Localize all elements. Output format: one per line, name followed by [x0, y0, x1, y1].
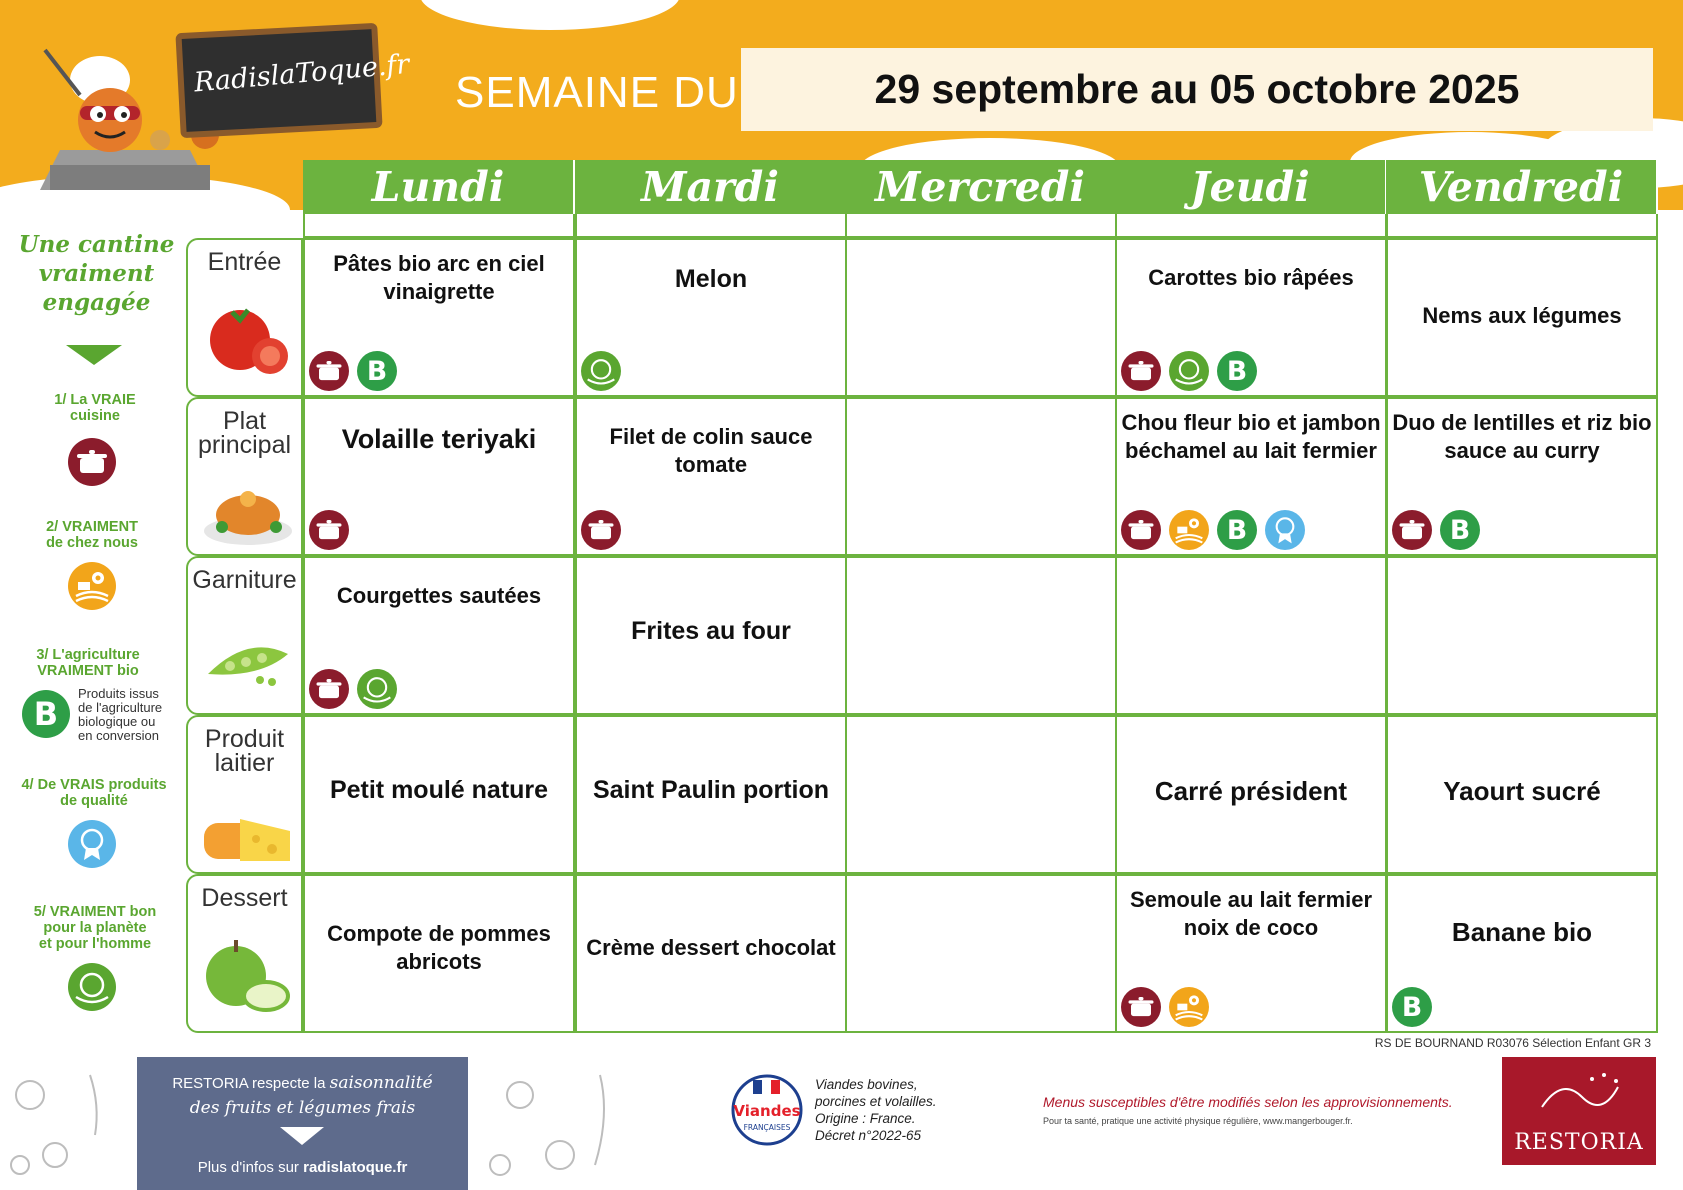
seasonality-box [137, 1057, 468, 1190]
logo-text: RadislaToque.fr [192, 48, 411, 99]
dish-name: Banane bio [1451, 917, 1593, 947]
dish-name: Courgettes sautées [336, 583, 542, 608]
label-icons [309, 510, 349, 550]
label-icons [581, 510, 621, 550]
organic-b-icon [1440, 510, 1480, 550]
organic-b-icon [1217, 351, 1257, 391]
dish-name: Semoule au lait fermier noix de coco [1129, 887, 1373, 940]
category-cell [186, 397, 303, 556]
season-line1 [137, 1073, 468, 1093]
viandes-line: Décret n°2022-65 [815, 1128, 921, 1143]
viandes-francaises-logo [731, 1074, 803, 1146]
cooking-pot-icon [1121, 510, 1161, 550]
menu-cell [575, 874, 847, 1033]
bio-note-line: en conversion [78, 728, 159, 743]
dish-name: Frites au four [631, 617, 791, 645]
cooking-pot-icon [309, 669, 349, 709]
menu-cell [575, 238, 847, 397]
label-icons [1121, 510, 1305, 550]
season-text: Plus d'infos sur [197, 1159, 299, 1176]
day-subheader [575, 214, 847, 238]
cheese-icon [200, 789, 296, 874]
svg-text:B: B [1226, 515, 1248, 547]
down-arrow-icon [66, 345, 122, 365]
day-header-2: Mercredi [845, 160, 1117, 214]
menu-cell [845, 715, 1117, 874]
label-icons [1392, 510, 1480, 550]
dish-name: Chou fleur bio et jambon béchamel au lait fermier [1121, 410, 1381, 463]
dish-name: Duo de lentilles et riz bio sauce au curry [1392, 410, 1652, 463]
menu-cell [303, 874, 575, 1033]
legend-label-vraie-cuisine [30, 392, 160, 424]
menu-cell [303, 556, 575, 715]
dish-name: Yaourt sucré [1443, 776, 1601, 806]
day-header-4: Vendredi [1386, 160, 1658, 214]
date-range: 29 septembre au 05 octobre 2025 [874, 66, 1520, 112]
category-cell [186, 556, 303, 715]
label-icons [309, 669, 397, 709]
menu-cell [1115, 556, 1387, 715]
svg-text:B: B [33, 695, 59, 733]
menu-cell [845, 556, 1117, 715]
bio-note-line: Produits issus [78, 686, 159, 701]
legend-line: et pour l'homme [38, 936, 152, 952]
menu-cell [303, 715, 575, 874]
dish-name: Crème dessert chocolat [586, 935, 836, 960]
svg-text:B: B [1449, 515, 1471, 547]
day-header-1: Mardi [575, 160, 847, 214]
category-cell [186, 874, 303, 1033]
local-farm-icon [1169, 510, 1209, 550]
svg-text:B: B [1226, 356, 1248, 388]
viandes-line: porcines et volailles. [815, 1094, 937, 1109]
legend-line: pour la planète [43, 920, 147, 936]
slogan-line: Une cantine [18, 231, 175, 258]
menu-cell [1115, 238, 1387, 397]
legend-line: 5/ VRAIMENT bon [33, 904, 157, 920]
menu-cell [1386, 397, 1658, 556]
cooking-pot-icon [581, 510, 621, 550]
menu-cell [845, 397, 1117, 556]
category-cell [186, 238, 303, 397]
roast-chicken-icon [200, 471, 296, 556]
organic-b-icon [1392, 987, 1432, 1027]
slogan-line: engagée [42, 289, 151, 316]
slogan-line: vraiment [38, 260, 155, 287]
quality-label-icon [1265, 510, 1305, 550]
legend-line: de chez nous [46, 535, 138, 551]
menu-cell [303, 238, 575, 397]
season-line2: des fruits et légumes frais [189, 1098, 416, 1118]
apple-icon [200, 932, 296, 1017]
peas-icon [200, 614, 296, 699]
cooking-pot-icon [309, 510, 349, 550]
cooking-pot-icon [1392, 510, 1432, 550]
menu-cell [1115, 874, 1387, 1033]
dish-name: Pâtes bio arc en ciel vinaigrette [333, 251, 545, 304]
dish-name: Melon [674, 265, 748, 293]
dish-name: Carottes bio râpées [1148, 265, 1354, 290]
planet-icon [581, 351, 621, 391]
menu-cell [1386, 238, 1658, 397]
viandes-line: Viandes bovines, [815, 1077, 918, 1092]
menu-cell [575, 556, 847, 715]
legend-label-qualite [14, 777, 174, 809]
day-header-0: Lundi [303, 160, 575, 214]
viandes-logo-text: Viandes [733, 1102, 801, 1120]
menu-cell [575, 715, 847, 874]
category-name: Garniture [192, 566, 297, 594]
bio-note-line: biologique ou [78, 714, 156, 729]
dish-name: Nems aux légumes [1422, 303, 1622, 328]
legend-label-agriculture-bio [18, 647, 158, 679]
date-box [741, 48, 1653, 131]
organic-b-icon [357, 351, 397, 391]
restoria-logo[interactable] [1502, 1057, 1656, 1165]
legend-label-chez-nous [22, 519, 162, 551]
viandes-origin-text [815, 1076, 937, 1144]
menu-cell [1386, 874, 1658, 1033]
dish-name: Saint Paulin portion [592, 776, 830, 804]
menu-cell [1386, 556, 1658, 715]
menu-cell [303, 397, 575, 556]
legend-label-planete [20, 904, 170, 952]
menu-cell [1115, 715, 1387, 874]
cooking-pot-icon [1121, 987, 1161, 1027]
dish-name: Carré président [1154, 776, 1348, 806]
svg-text:B: B [1401, 992, 1423, 1024]
label-icons [309, 351, 397, 391]
local-farm-icon [68, 562, 116, 610]
label-icons [581, 351, 621, 391]
restoria-text: RESTORIA [1514, 1130, 1644, 1155]
cooking-pot-icon [68, 438, 116, 486]
category-name: principal [197, 431, 292, 459]
planet-icon [357, 669, 397, 709]
season-line3 [137, 1159, 468, 1176]
semaine-label: SEMAINE DU [455, 68, 739, 117]
category-name: laitier [214, 749, 275, 777]
legend-line: 3/ L'agriculture [36, 647, 140, 663]
sante-note: Pour ta santé, pratique une activité physique régulière, www.mangerbouger.fr. [1043, 1116, 1353, 1126]
legend-line: 4/ De VRAIS produits [21, 777, 167, 793]
legend-line: VRAIMENT bio [37, 663, 139, 679]
label-icons [1121, 351, 1257, 391]
tomato-icon [200, 296, 296, 381]
svg-text:B: B [366, 356, 388, 388]
category-name: Produit [204, 725, 285, 753]
viandes-logo-subtext: FRANÇAISES [743, 1123, 791, 1132]
dish-name: Volaille teriyaki [341, 424, 537, 454]
menu-cell [575, 397, 847, 556]
menu-reference: RS DE BOURNAND R03076 Sélection Enfant GR 3 [1374, 1036, 1651, 1050]
category-cell [186, 715, 303, 874]
season-cursive: saisonnalité [329, 1073, 433, 1093]
restoria-emblem-icon [1532, 1067, 1628, 1121]
cooking-pot-icon [1121, 351, 1161, 391]
quality-label-icon [68, 820, 116, 868]
organic-b-icon [22, 690, 70, 738]
planet-icon [68, 963, 116, 1011]
cloud-decoration [420, 0, 680, 30]
planet-icon [1169, 351, 1209, 391]
down-arrow-icon [280, 1127, 324, 1145]
day-subheader [303, 214, 575, 238]
label-icons [1392, 987, 1432, 1027]
day-subheader [1386, 214, 1658, 238]
day-subheader [845, 214, 1117, 238]
menu-cell [845, 238, 1117, 397]
organic-b-icon [1217, 510, 1257, 550]
website-link[interactable]: radislatoque.fr [303, 1159, 408, 1176]
dish-name: Filet de colin sauce tomate [609, 424, 813, 477]
menu-cell [1115, 397, 1387, 556]
radislatoque-logo[interactable] [175, 23, 411, 138]
bio-note-line: de l'agriculture [78, 700, 163, 715]
menus-note: Menus susceptibles d'être modifiés selon les approvisionnements. [1043, 1094, 1453, 1110]
label-icons [1121, 987, 1209, 1027]
category-name: Plat [222, 407, 267, 435]
day-header-3: Jeudi [1115, 160, 1387, 214]
season-text: RESTORIA respecte la [172, 1075, 326, 1092]
dish-name: Petit moulé nature [329, 776, 549, 804]
slogan [14, 230, 179, 317]
legend-line: cuisine [70, 408, 120, 424]
bio-note [78, 687, 162, 743]
category-name: Entrée [207, 248, 282, 276]
viandes-line: Origine : France. [815, 1111, 916, 1126]
legend-line: de qualité [60, 793, 128, 809]
category-name: Dessert [201, 884, 288, 912]
menu-cell [1386, 715, 1658, 874]
day-subheader [1115, 214, 1387, 238]
legend-line: 1/ La VRAIE [54, 392, 136, 408]
menu-cell [845, 874, 1117, 1033]
cooking-pot-icon [309, 351, 349, 391]
legend-line: 2/ VRAIMENT [46, 519, 138, 535]
dish-name: Compote de pommes abricots [327, 921, 551, 974]
local-farm-icon [1169, 987, 1209, 1027]
